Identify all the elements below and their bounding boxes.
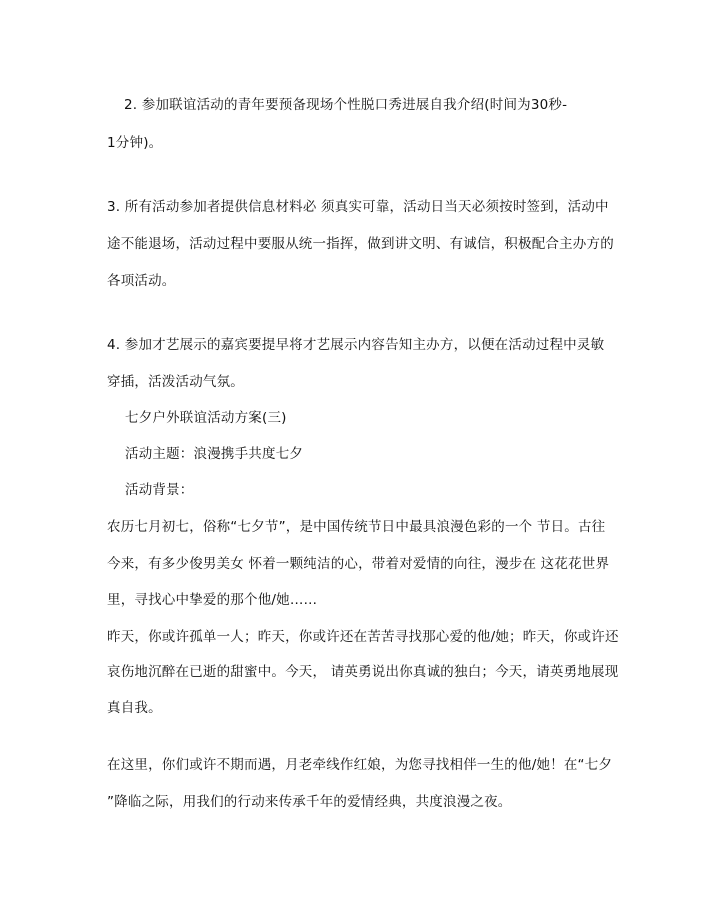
paragraph-2-line-2: 哀伤地沉醉在已逝的甜蜜中。今天， 请英勇说出你真诚的独白；今天，请英勇地展现	[107, 664, 619, 680]
paragraph-2-line-1: 昨天，你或许孤单一人；昨天，你或许还在苦苦寻找那心爱的他/她；昨天，你或许还	[107, 629, 619, 645]
paragraph-1-line-1: 农历七月初七，俗称“七夕节”，是中国传统节日中最具浪漫色彩的一个 节日。古往	[107, 519, 606, 535]
item-2-line-2: 1分钟)。	[107, 135, 163, 151]
item-3-line-3: 各项活动。	[107, 273, 176, 289]
activity-theme: 活动主题：浪漫携手共度七夕	[125, 446, 304, 462]
paragraph-1-line-3: 里，寻找心中挚爱的那个他/她……	[107, 592, 318, 608]
item-2-line-1: 2. 参加联谊活动的青年要预备现场个性脱口秀进展自我介绍(时间为30秒-	[124, 97, 568, 113]
item-3-line-2: 途不能退场，活动过程中要服从统一指挥，做到讲文明、有诚信，积极配合主办方的	[107, 236, 614, 252]
paragraph-1-line-2: 今来，有多少俊男美女 怀着一颗纯洁的心，带着对爱情的向往，漫步在 这花花世界	[107, 556, 610, 572]
section-title: 七夕户外联谊活动方案(三)	[125, 410, 287, 426]
activity-background-label: 活动背景：	[125, 482, 194, 498]
item-4-line-1: 4. 参加才艺展示的嘉宾要提早将才艺展示内容告知主办方，以便在活动过程中灵敏	[107, 337, 605, 353]
paragraph-3-line-1: 在这里，你们或许不期而遇，月老牵线作红娘，为您寻找相伴一生的他/她！在“七夕	[107, 757, 613, 773]
paragraph-3-line-2: ”降临之际，用我们的行动来传承千年的爱情经典，共度浪漫之夜。	[107, 794, 512, 810]
item-3-line-1: 3. 所有活动参加者提供信息材料必 须真实可靠，活动日当天必须按时签到，活动中	[107, 199, 609, 215]
item-4-line-2: 穿插，活泼活动气氛。	[107, 374, 244, 390]
paragraph-2-line-3: 真自我。	[107, 700, 162, 716]
